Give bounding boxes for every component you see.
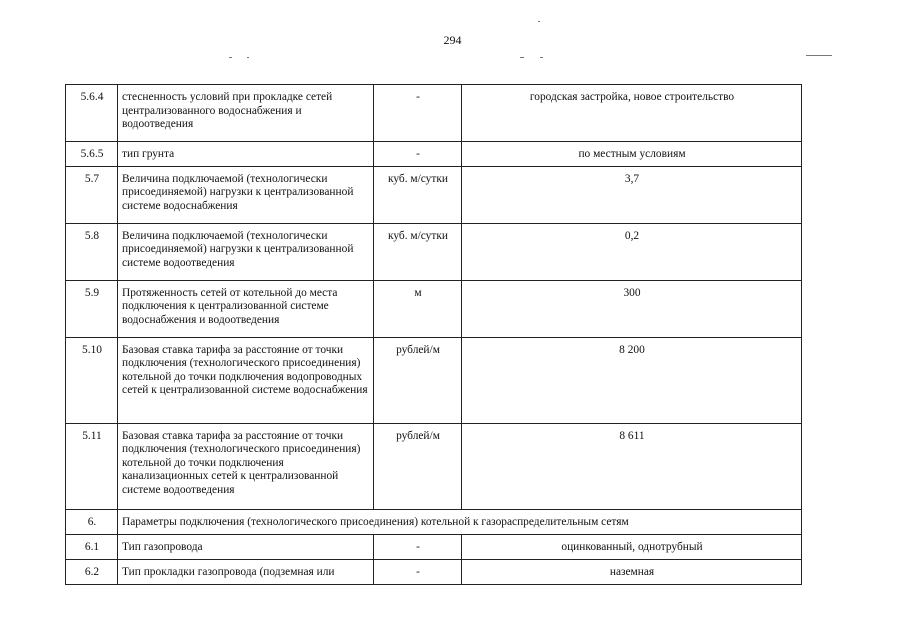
parameter-value: оцинкованный, однотрубный [462,534,802,559]
parameter-name: Величина подключаемой (технологически присоединяемой) нагрузки к централизованной системе водоснабжения [118,166,374,223]
table-row [66,337,802,423]
parameters-table [65,84,802,585]
row-number: 5.8 [66,223,118,280]
row-number: 5.7 [66,166,118,223]
parameter-unit: м [374,280,462,337]
parameter-name: Величина подключаемой (технологически присоединяемой) нагрузки к централизованной системе водоотведения [118,223,374,280]
parameter-unit: - [374,85,462,142]
parameter-name: тип грунта [118,142,374,167]
parameter-unit: - [374,142,462,167]
row-number: 5.6.5 [66,142,118,167]
parameter-unit: куб. м/сутки [374,166,462,223]
table-row [66,142,802,167]
parameter-value: по местным условиям [462,142,802,167]
section-header-row [66,509,802,534]
scan-mark [540,57,543,58]
row-number: 5.6.4 [66,85,118,142]
parameter-name: Тип газопровода [118,534,374,559]
table-row [66,534,802,559]
row-number: 6.2 [66,559,118,584]
row-number: 5.10 [66,337,118,423]
scan-mark [806,55,832,56]
parameter-value: 300 [462,280,802,337]
table-row [66,423,802,509]
parameter-unit: - [374,559,462,584]
parameter-unit: рублей/м [374,337,462,423]
parameter-unit: рублей/м [374,423,462,509]
parameter-value: 0,2 [462,223,802,280]
parameter-unit: куб. м/сутки [374,223,462,280]
scan-mark [229,57,232,58]
row-number: 5.11 [66,423,118,509]
table-row [66,280,802,337]
parameter-value: 3,7 [462,166,802,223]
section-title: Параметры подключения (технологического присоединения) котельной к газораспределительным сетям [118,509,802,534]
parameter-value: 8 200 [462,337,802,423]
parameter-name: Протяженность сетей от котельной до места подключения к централизованной системе водоснабжения и водоотведения [118,280,374,337]
page-number: 294 [443,33,462,47]
table-row [66,85,802,142]
parameter-value: городская застройка, новое строительство [462,85,802,142]
table-row [66,166,802,223]
section-number: 6. [66,509,118,534]
row-number: 6.1 [66,534,118,559]
parameter-unit: - [374,534,462,559]
table-row [66,559,802,584]
table-row [66,223,802,280]
parameter-name: Тип прокладки газопровода (подземная или [118,559,374,584]
scan-mark [538,21,540,22]
parameter-value: наземная [462,559,802,584]
parameter-name: стесненность условий при прокладке сетей централизованного водоснабжения и водоотведения [118,85,374,142]
parameter-value: 8 611 [462,423,802,509]
row-number: 5.9 [66,280,118,337]
parameter-name: Базовая ставка тарифа за расстояние от точки подключения (технологического присоединения) котельной до точки подключения водопроводных сетей к централизованной системе водоснабжения [118,337,374,423]
scan-mark [520,57,524,58]
parameter-name: Базовая ставка тарифа за расстояние от точки подключения (технологического присоединения) котельной до точки подключения канализационных сетей к централизованной системе водоотведения [118,423,374,509]
scan-mark [247,57,249,58]
